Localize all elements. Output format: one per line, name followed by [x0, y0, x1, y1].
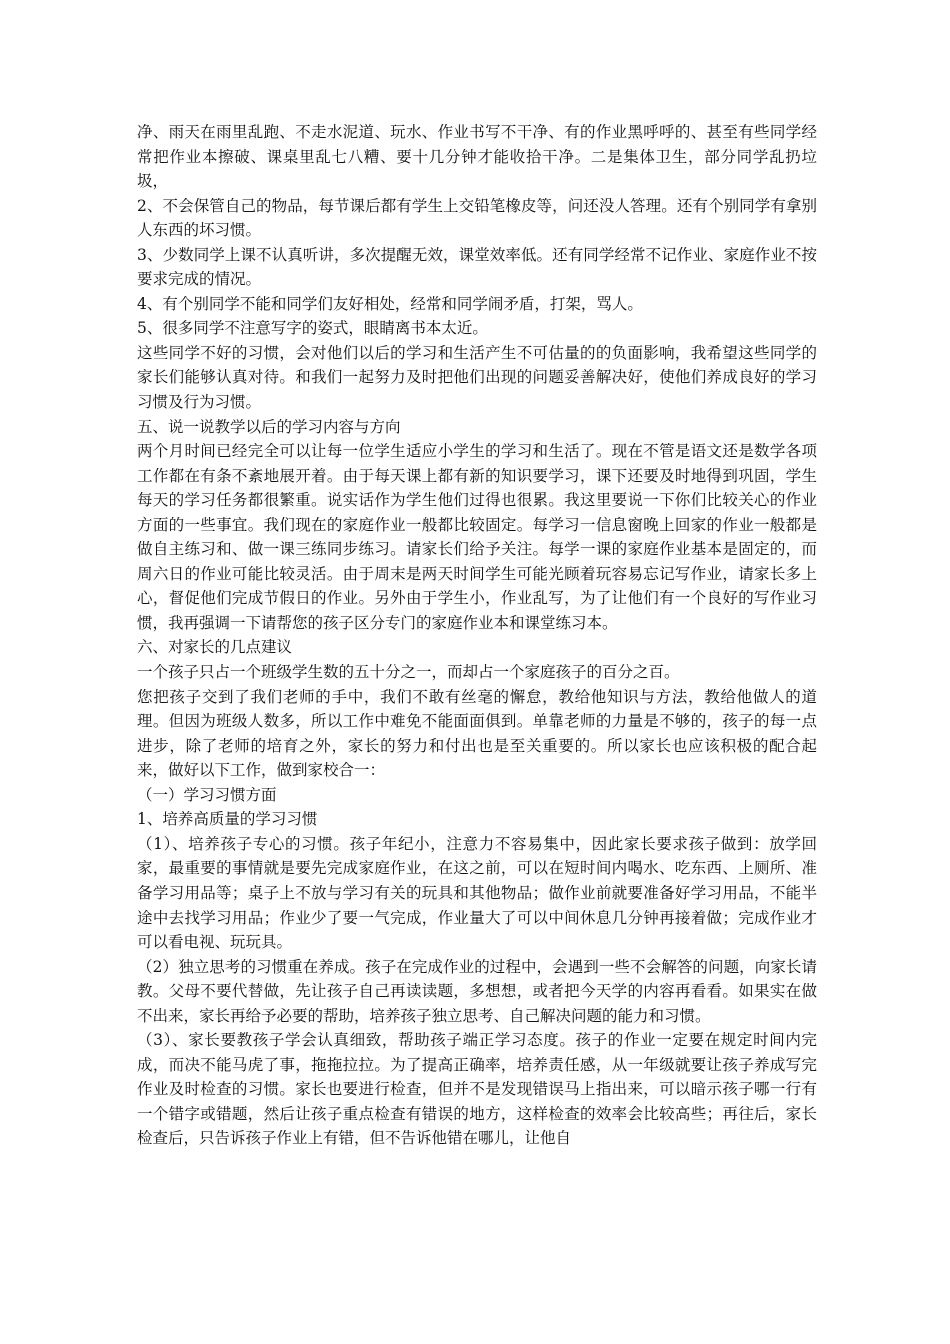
- paragraph-one-child: 一个孩子只占一个班级学生数的五十分之一，而却占一个家庭孩子的百分之百。: [137, 663, 680, 682]
- paragraph-bad-habits-impact: 这些同学不好的习惯，会对他们以后的学习和生活产生不可估量的的负面影响，我希望这些同学的家长们能够认真对待。和我们一起努力及时把他们出现的问题妥善解决好，使他们养成良好的学习习惯及行为习惯。: [137, 343, 817, 412]
- document-body: [137, 120, 817, 1151]
- subheading-quality-habits: 1、培养高质量的学习习惯: [137, 810, 318, 829]
- paragraph-careful-attitude: （3）、家长要教孩子学会认真细致，帮助孩子端正学习态度。孩子的作业一定要在规定时间内完成，而决不能马虎了事，拖拖拉拉。为了提高正确率，培养责任感，从一年级就要让孩子养成写完作业及时检查的习惯。家长也要进行检查，但并不是发现错误马上指出来，可以暗示孩子哪一行有一个错字或错题，然后让孩子重点检查有错误的地方，这样检查的效率会比较高些；再往后，家长检查后，只告诉孩子作业上有错，但不告诉他错在哪儿，让他自: [137, 1031, 817, 1148]
- paragraph-hygiene-continued: 净、雨天在雨里乱跑、不走水泥道、玩水、作业书写不干净、有的作业黑呼呼的、甚至有些同学经常把作业本擦破、课桌里乱七八糟、要十几分钟才能收拾干净。二是集体卫生，部分同学乱扔垃圾，: [137, 123, 817, 191]
- section-heading-6: 六、对家长的几点建议: [137, 638, 293, 657]
- paragraph-item-3: 3、少数同学上课不认真听讲，多次提醒无效，课堂效率低。还有同学经常不记作业、家庭作业不按要求完成的情况。: [137, 245, 817, 289]
- paragraph-item-5: 5、很多同学不注意写字的姿式，眼睛离书本太近。: [137, 319, 488, 338]
- paragraph-independent-thinking: （2）独立思考的习惯重在养成。孩子在完成作业的过程中，会遇到一些不会解答的问题，向家长请教。父母不要代替做，先让孩子自己再读读题，多想想，或者把今天学的内容再看看。如果实在做不出来，家长再给予必要的帮助，培养孩子独立思考、自己解决问题的能力和习惯。: [137, 957, 817, 1025]
- paragraph-focus-habit: （1）、培养孩子专心的习惯。孩子年纪小，注意力不容易集中，因此家长要求孩子做到：放学回家，最重要的事情就是要先完成家庭作业，在这之前，可以在短时间内喝水、吃东西、上厕所、准备学习用品等；桌子上不放与学习有关的玩具和其他物品；做作业前就要准备好学习用品，不能半途中去找学习用品；作业少了要一气完成，作业量大了可以中间休息几分钟再接着做；完成作业才可以看电视、玩玩具。: [137, 834, 817, 952]
- paragraph-item-4: 4、有个别同学不能和同学们友好相处，经常和同学闹矛盾，打架，骂人。: [137, 294, 643, 313]
- paragraph-item-2: 2、不会保管自己的物品，每节课后都有学生上交铅笔橡皮等，问还没人答理。还有个别同学有拿别人东西的坏习惯。: [137, 196, 817, 240]
- subheading-study-habits: （一）学习习惯方面: [137, 785, 277, 804]
- paragraph-homework-info: 两个月时间已经完全可以让每一位学生适应小学生的学习和生活了。现在不管是语文还是数学各项工作都在有条不紊地展开着。由于每天课上都有新的知识要学习，课下还要及时地得到巩固，学生每天的学习任务都很繁重。说实话作为学生他们过得也很累。我这里要说一下你们比较关心的作业方面的一些事宜。我们现在的家庭作业一般都比较固定。每学习一信息窗晚上回家的作业一般都是做自主练习和、做一课三练同步练习。请家长们给予关注。每学一课的家庭作业基本是固定的，而周六日的作业可能比较灵活。由于周末是两天时间学生可能光顾着玩容易忘记写作业，请家长多上心，督促他们完成节假日的作业。另外由于学生小，作业乱写，为了让他们有一个良好的写作业习惯，我再强调一下请帮您的孩子区分专门的家庭作业本和课堂练习本。: [137, 442, 817, 632]
- paragraph-parent-cooperation: 您把孩子交到了我们老师的手中，我们不敢有丝毫的懈怠，教给他知识与方法，教给他做人的道理。但因为班级人数多，所以工作中难免不能面面俱到。单靠老师的力量是不够的，孩子的每一点进步，除了老师的培育之外，家长的努力和付出也是至关重要的。所以家长也应该积极的配合起来，做好以下工作，做到家校合一：: [137, 687, 817, 780]
- section-heading-5: 五、说一说教学以后的学习内容与方向: [137, 417, 401, 436]
